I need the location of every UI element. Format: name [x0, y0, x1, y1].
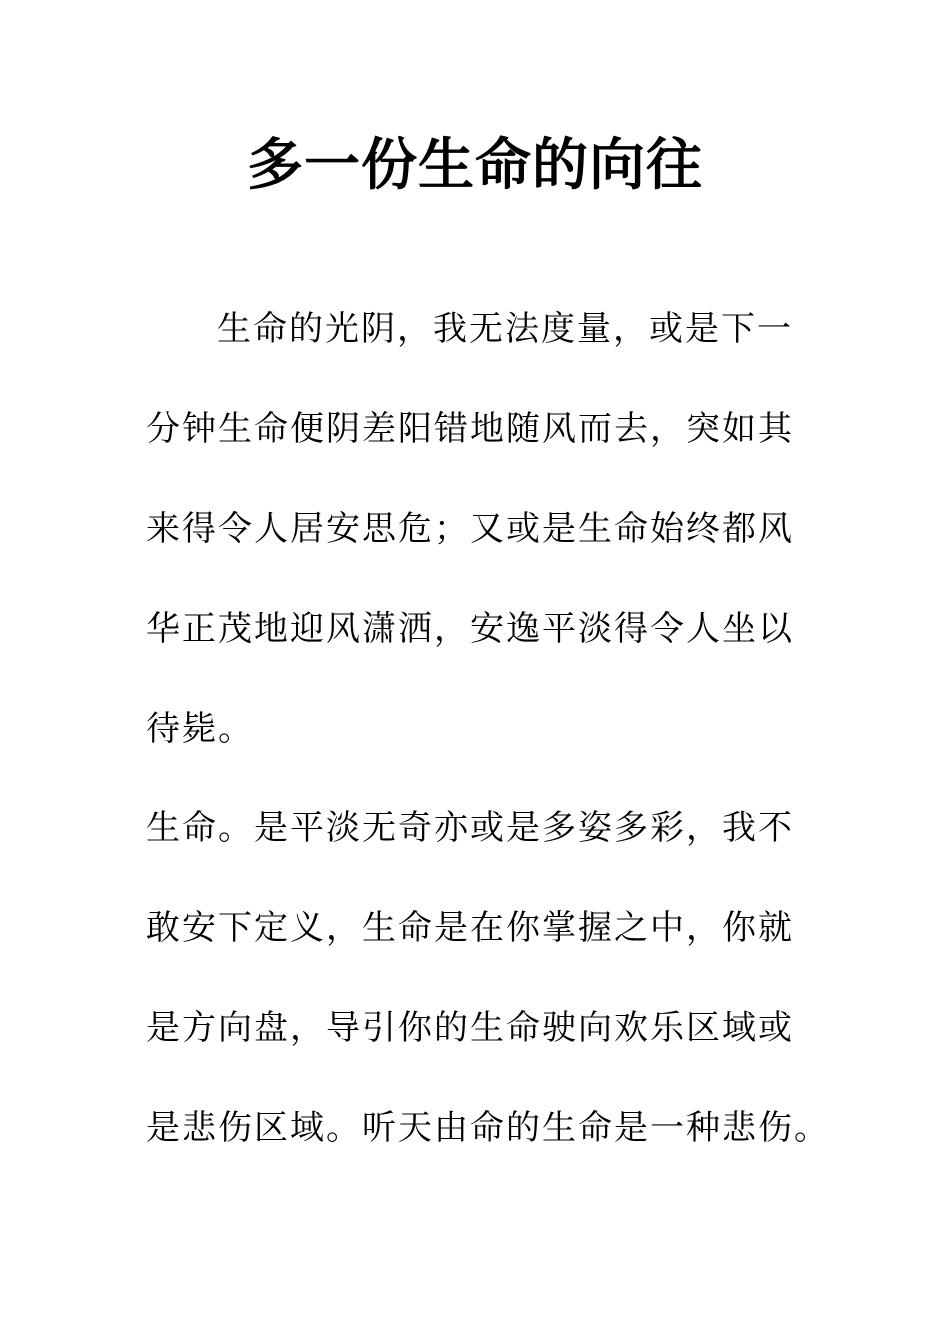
paragraph-line: 生命的光阴，我无法度量，或是下一	[217, 309, 793, 349]
document-title: 多一份生命的向往	[247, 133, 703, 198]
paragraph-line: 分钟生命便阴差阳错地随风而去，突如其	[146, 409, 794, 449]
paragraph-line: 生命。是平淡无奇亦或是多姿多彩，我不	[146, 808, 794, 848]
paragraph-line: 是悲伤区域。听天由命的生命是一种悲伤。	[146, 1108, 830, 1148]
paragraph-line: 待毙。	[146, 709, 254, 749]
paragraph-line: 华正茂地迎风潇洒，安逸平淡得令人坐以	[146, 609, 794, 649]
paragraph-line: 来得令人居安思危；又或是生命始终都风	[146, 509, 794, 549]
paragraph-line: 敢安下定义，生命是在你掌握之中，你就	[146, 908, 794, 948]
paragraph-line: 是方向盘，导引你的生命驶向欢乐区域或	[146, 1008, 794, 1048]
